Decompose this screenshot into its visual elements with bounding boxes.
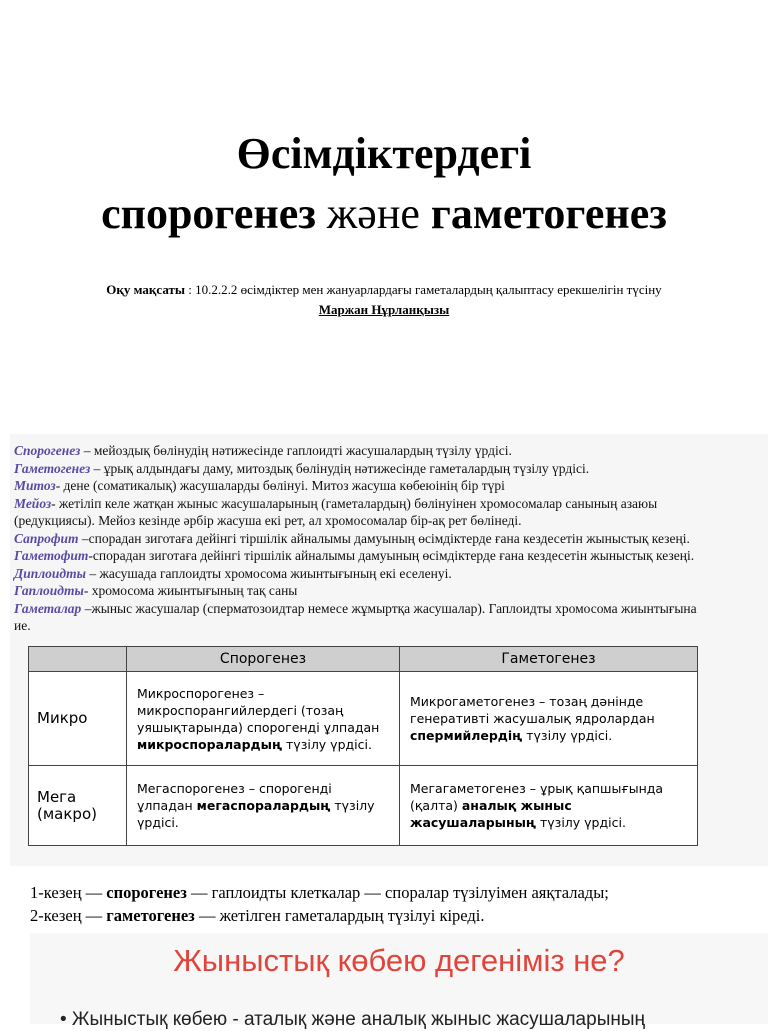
comparison-table (28, 646, 698, 846)
row-label-mega (29, 766, 127, 846)
definitions-panel (10, 434, 768, 866)
cell-bold-text: спермийлердің (410, 728, 523, 743)
cell-text: түзілу үрдісі. (536, 815, 626, 830)
table-header-empty (29, 647, 127, 672)
stage-bold-text: спорогенез (106, 883, 187, 902)
definition-text: - дене (соматикалық) жасушаларды бөлінуі. Митоз жасуша көбеюінің бір түрі (55, 478, 505, 493)
cell-bold-text: мегаспоралардың (196, 798, 331, 813)
definition-text: - жетіліп келе жатқан жыныс жасушаларының (гаметалардың) бөлінуінен хромосомалар санының азаюы (51, 495, 658, 511)
cell-text: түзілу үрдісі. (137, 798, 375, 830)
cell-text: түзілу үрдісі. (522, 728, 613, 743)
definition-text: -спорадан зиготаға дейінгі тіршілік айналымы дамуының өсімдіктерде ғана кездесетін жыныстық кезеңі. (88, 548, 695, 563)
definition-term: Гаметофит (14, 548, 89, 563)
definition-line (14, 495, 657, 513)
definition-text: –жыныс жасушалар (сперматозоидтар немесе жұмыртқа жасушалар). Гаплоидты хромосома жиынтығына (81, 600, 697, 616)
definition-term: Гаплоидты (14, 583, 84, 598)
title-line-2 (0, 190, 768, 238)
definition-line (14, 512, 522, 530)
cell-micro-sporogenesis (127, 672, 400, 766)
definition-term: Мейоз (14, 495, 52, 511)
objective-label: Оқу мақсаты (106, 282, 186, 297)
definition-text: – жасушада гаплоидты хромосома жиынтығының екі еселенуі. (86, 565, 452, 581)
definition-term: Сапрофит (14, 530, 79, 546)
definition-text: - хромосома жиынтығының тақ саны (83, 583, 298, 598)
definition-text: – ұрық алдындағы даму, митоздық бөлінудің нәтижесінде гаметалардың түзілу үрдісі. (90, 460, 590, 476)
definition-line (14, 460, 589, 478)
learning-objective (0, 282, 768, 298)
cell-mega-sporogenesis (127, 766, 400, 846)
title-sporogenesis: спорогенез (101, 189, 316, 238)
author-name: Маржан Нұрланқызы (318, 302, 450, 317)
definition-line (14, 600, 697, 618)
definition-term: Спорогенез (14, 443, 81, 458)
definition-line (14, 530, 690, 548)
question-slide (30, 933, 768, 1030)
stage-text: 1-кезең — (30, 883, 107, 902)
stage-text: — гаплоидты клеткалар — споралар түзілуімен аяқталады; (186, 883, 609, 902)
row-label-micro: Микро (29, 672, 127, 766)
definition-line (14, 477, 505, 495)
definition-text: (редукциясы). Мейоз кезінде әрбір жасуша екі рет, ал хромосомалар бір-ақ рет бөлінеді. (14, 513, 522, 528)
row-label-text: Мега (макро) (37, 787, 97, 823)
definition-term: Диплоидты (14, 565, 86, 581)
definition-line (14, 565, 452, 583)
title-conjunction: және (315, 189, 431, 238)
cell-text: Мегаспорогенез – спорогенді ұлпадан (137, 781, 332, 813)
objective-text: : 10.2.2.2 өсімдіктер мен жануарлардағы гаметалардың қалыптасу ерекшелігін түсіну (185, 282, 662, 297)
stage-text: 2-кезең — (30, 906, 107, 925)
stage-bold-text: гаметогенез (106, 906, 195, 925)
table-row (29, 672, 698, 766)
definition-term: Гаметогенез (14, 460, 91, 476)
definition-line (14, 582, 297, 600)
cell-micro-gametogenesis (400, 672, 698, 766)
stage-2-line (30, 906, 485, 926)
stage-1-line (30, 883, 609, 903)
stage-text: — жетілген гаметалардың түзілуі кіреді. (194, 906, 485, 925)
cell-bold-text: микроспоралардың (137, 736, 283, 752)
cell-text: Мегагаметогенез – ұрық қапшығында (қалта) (410, 781, 664, 813)
cell-text: түзілу үрдісі. (282, 736, 372, 752)
cell-text: Микрогаметогенез – тозаң дәнінде генеративті жасушалық ядролардан (410, 694, 655, 726)
cell-bold-text: аналық жыныс жасушаларының (410, 798, 572, 830)
definition-term: Гаметалар (14, 600, 82, 616)
title-line-1: Өсімдіктердегі (236, 129, 532, 178)
question-bullet: • Жыныстық көбею - аталық және аналық жыныс жасушаларының (60, 1009, 645, 1030)
table-header-sporogenesis: Спорогенез (127, 647, 400, 672)
title-gametogenesis: гаметогенез (430, 189, 667, 238)
definition-line (14, 617, 31, 635)
cell-mega-gametogenesis (400, 766, 698, 846)
definition-line (14, 547, 694, 565)
definition-text: ие. (14, 618, 31, 633)
table-row (29, 766, 698, 846)
definition-text: –спорадан зиготаға дейінгі тіршілік айналымы дамуының өсімдіктерде ғана кездесетін жыныстық кезеңі. (78, 530, 690, 546)
table-header-gametogenesis: Гаметогенез (400, 647, 698, 672)
definition-text: – мейоздық бөлінудің нәтижесінде гаплоидті жасушалардың түзілу үрдісі. (80, 443, 512, 458)
definition-line (14, 442, 512, 460)
question-title: Жыныстық көбею дегеніміз не? (173, 943, 625, 978)
table-header-row (29, 647, 698, 672)
cell-text: Микроспорогенез – микроспорангийлердегі (тозаң уяшықтарында) спорогенді ұлпадан (137, 685, 380, 735)
definition-term: Митоз (14, 478, 56, 493)
